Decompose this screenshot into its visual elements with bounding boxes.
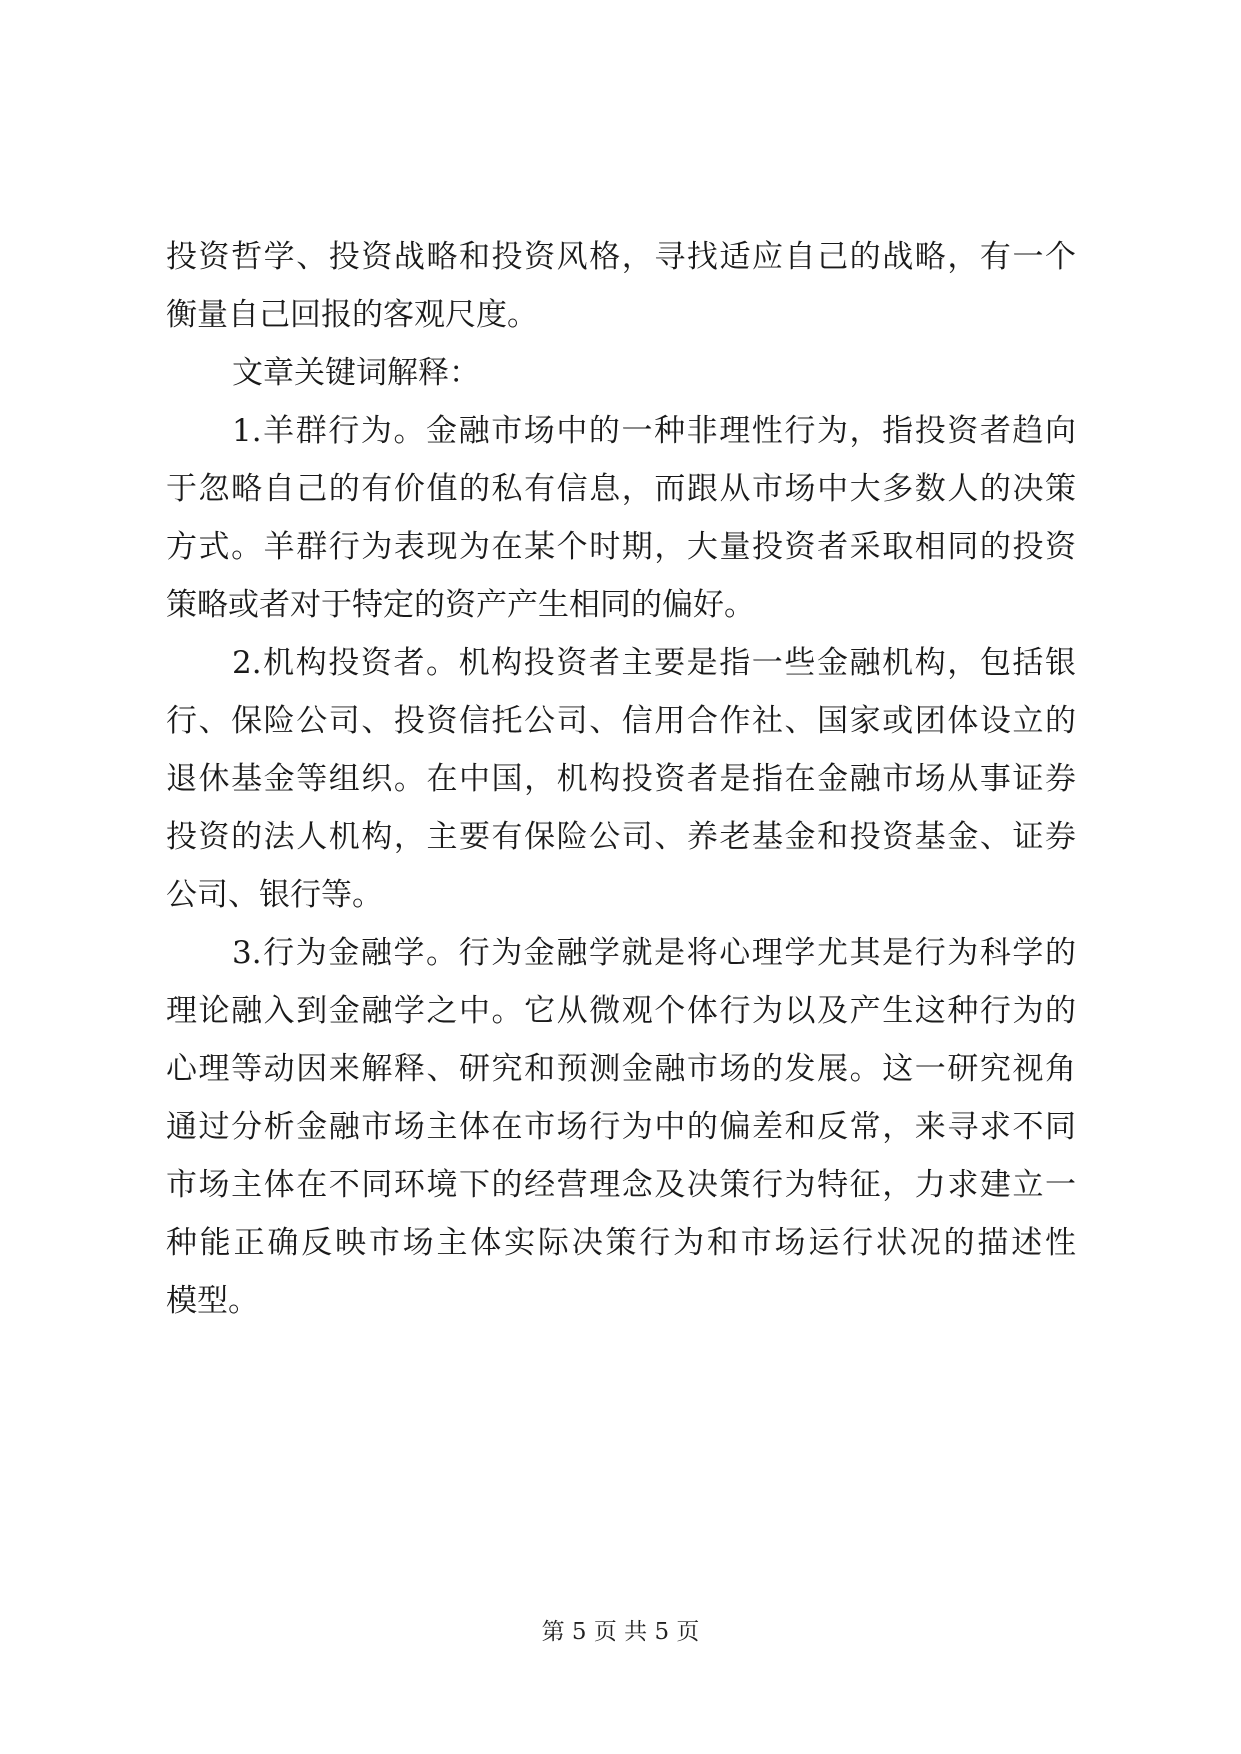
text-line: 投资的法人机构，主要有保险公司、养老基金和投资基金、证券 <box>166 819 1076 855</box>
page-number-footer: 第 5 页 共 5 页 <box>541 1619 700 1645</box>
text-line: 1.羊群行为。金融市场中的一种非理性行为，指投资者趋向 <box>232 413 1076 449</box>
text-line: 投资哲学、投资战略和投资风格，寻找适应自己的战略，有一个 <box>166 239 1076 275</box>
text-line: 3.行为金融学。行为金融学就是将心理学尤其是行为科学的 <box>232 935 1076 971</box>
section-heading: 文章关键词解释： <box>232 355 480 391</box>
text-line: 于忽略自己的有价值的私有信息，而跟从市场中大多数人的决策 <box>166 471 1076 507</box>
text-line: 策略或者对于特定的资产产生相同的偏好。 <box>166 587 755 623</box>
text-line: 理论融入到金融学之中。它从微观个体行为以及产生这种行为的 <box>166 993 1076 1029</box>
text-line: 衡量自己回报的客观尺度。 <box>166 297 538 333</box>
text-line: 模型。 <box>166 1283 259 1319</box>
text-line: 2.机构投资者。机构投资者主要是指一些金融机构，包括银 <box>232 645 1076 681</box>
text-line: 方式。羊群行为表现为在某个时期，大量投资者采取相同的投资 <box>166 529 1076 565</box>
document-body <box>166 228 1076 1330</box>
text-line: 公司、银行等。 <box>166 877 383 913</box>
text-line: 心理等动因来解释、研究和预测金融市场的发展。这一研究视角 <box>166 1051 1076 1087</box>
text-line: 退休基金等组织。在中国，机构投资者是指在金融市场从事证券 <box>166 761 1076 797</box>
text-line: 种能正确反映市场主体实际决策行为和市场运行状况的描述性 <box>166 1225 1076 1261</box>
text-line: 行、保险公司、投资信托公司、信用合作社、国家或团体设立的 <box>166 703 1076 739</box>
text-line: 通过分析金融市场主体在市场行为中的偏差和反常，来寻求不同 <box>166 1109 1076 1145</box>
text-line: 市场主体在不同环境下的经营理念及决策行为特征，力求建立一 <box>166 1167 1076 1203</box>
